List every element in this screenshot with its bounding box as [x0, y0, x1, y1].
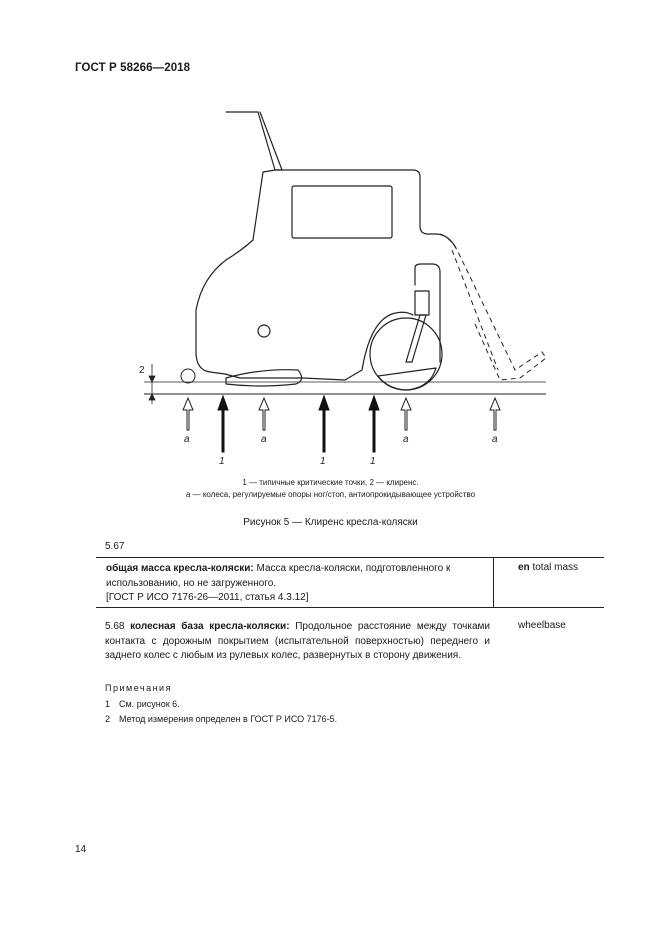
en-term: total mass	[529, 562, 579, 573]
term-number: 5.67	[105, 541, 125, 552]
term-table	[96, 557, 604, 608]
term-number: 5.68	[105, 621, 125, 632]
caster-fork	[415, 291, 429, 315]
arrow-1-b	[319, 396, 329, 452]
arrow-a-3	[401, 398, 411, 430]
term-definition	[106, 562, 491, 591]
footrest-dashed	[440, 234, 546, 380]
footrest-dashed-inner	[452, 250, 498, 370]
arrow-label-1: 1	[219, 456, 225, 467]
arrow-label-a: a	[261, 434, 267, 445]
figure-legend-line-2: a — колеса, регулируемые опоры ног/стоп, антиопрокидывающее устройство	[185, 490, 476, 499]
anti-tip-roller	[181, 369, 195, 383]
arrow-a-2	[259, 398, 269, 430]
figure-legend-line-1: 1 — типичные критические точки, 2 — клиренс.	[242, 478, 419, 487]
arrow-label-1: 1	[320, 456, 326, 467]
arrow-a-1	[183, 398, 193, 430]
front-post	[415, 264, 440, 362]
arrow-label-a: a	[184, 434, 190, 445]
arrow-1-c	[369, 396, 379, 452]
note-number: 1	[105, 699, 111, 709]
term-name: общая масса кресла-коляски:	[106, 563, 254, 574]
table-divider	[493, 558, 494, 607]
dimension-label: 2	[139, 365, 145, 376]
arrow-label-a: a	[403, 434, 409, 445]
document-header: ГОСТ Р 58266—2018	[75, 62, 191, 74]
term-definition-text: Масса кресла-коляски, подготовленного к использованию, но не загруженного.	[106, 563, 451, 589]
arrow-1-a	[218, 396, 228, 452]
term-english: wheelbase	[518, 620, 566, 631]
note-number: 2	[105, 714, 111, 724]
note-item	[105, 699, 180, 709]
note-item	[105, 714, 337, 724]
wheelchair-clearance-figure	[130, 100, 560, 470]
term-568-paragraph	[105, 620, 490, 664]
note-text: См. рисунок 6.	[119, 699, 180, 709]
seat-panel	[292, 186, 392, 238]
arrow-a-4	[490, 398, 500, 430]
backrest-tube	[226, 112, 282, 170]
note-text: Метод измерения определен в ГОСТ Р ИСО 7176-5.	[119, 714, 338, 724]
arrow-label-a: a	[492, 434, 498, 445]
arrow-label-1: 1	[370, 456, 376, 467]
term-reference: [ГОСТ Р ИСО 7176-26—2011, статья 4.3.12]	[106, 592, 309, 603]
term-name: колесная база кресла-коляски:	[130, 621, 290, 632]
front-wheel-cutout	[378, 368, 436, 390]
term-definition-text: Продольное расстояние между точками контакта с дорожным покрытием (испытательной поверхностью) переднего и заднего колес с любым из рулевых колес, развернутых в сторону движения.	[105, 621, 491, 661]
axle-circle	[258, 325, 270, 337]
figure-caption: Рисунок 5 — Клиренс кресла-коляски	[243, 517, 418, 528]
page-number: 14	[75, 844, 87, 855]
en-prefix: en	[518, 562, 530, 573]
wheelchair-body-outline	[196, 170, 456, 380]
term-english	[518, 562, 578, 573]
notes-title: Примечания	[105, 683, 172, 693]
